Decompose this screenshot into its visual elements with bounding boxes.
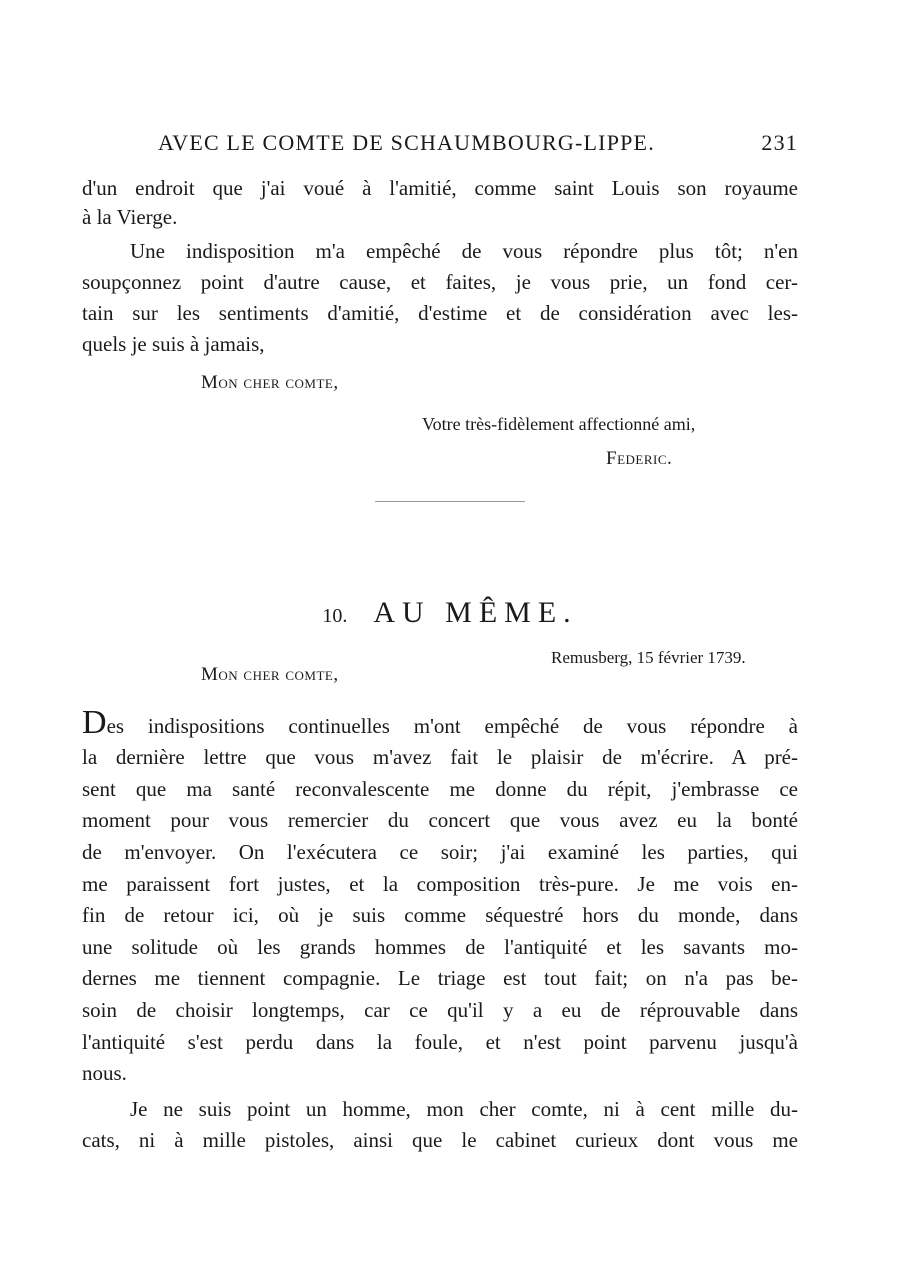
- closing: Votre très-fidèlement affectionné ami,: [422, 414, 696, 434]
- text-line: tain sur les sentiments d'amitié, d'estime et de considération avec les-: [82, 301, 798, 325]
- letter-title: AU MÊME.: [373, 596, 578, 629]
- text-line: de m'envoyer. On l'exécutera ce soir; j'ai examiné les parties, qui: [82, 840, 798, 864]
- drop-cap: D: [82, 704, 107, 741]
- text-line: moment pour vous remercier du concert que vous avez eu la bonté: [82, 808, 798, 832]
- running-title: AVEC LE COMTE DE SCHAUMBOURG-LIPPE.: [158, 130, 655, 155]
- salutation: Mon cher comte,: [201, 372, 339, 393]
- text-line: soin de choisir longtemps, car ce qu'il y a eu de réprouvable dans: [82, 998, 798, 1022]
- page-number: 231: [761, 130, 798, 155]
- text-line: D es indispositions continuelles m'ont empêché de vous répondre à: [82, 704, 798, 741]
- text-line: dernes me tiennent compagnie. Le triage est tout fait; on n'a pas be-: [82, 966, 798, 990]
- text-line: à la Vierge.: [82, 205, 178, 229]
- running-header: [158, 130, 798, 156]
- place-date: Remusberg, 15 février 1739.: [551, 648, 746, 667]
- text-line: sent que ma santé reconvalescente me donne du répit, j'embrasse ce: [82, 777, 798, 801]
- text-line: Une indisposition m'a empêché de vous répondre plus tôt; n'en: [130, 239, 798, 263]
- text-line: d'un endroit que j'ai voué à l'amitié, comme saint Louis son royaume: [82, 176, 798, 200]
- text-line: Je ne suis point un homme, mon cher comte, ni à cent mille du-: [130, 1097, 798, 1121]
- letter-heading: [0, 596, 900, 630]
- letter-number: 10.: [322, 605, 348, 627]
- text-line: l'antiquité s'est perdu dans la foule, et n'est point parvenu jusqu'à: [82, 1030, 798, 1054]
- text-line: la dernière lettre que vous m'avez fait le plaisir de m'écrire. A pré-: [82, 745, 798, 769]
- signature: Federic.: [606, 448, 673, 469]
- salutation: Mon cher comte,: [201, 664, 339, 685]
- text-line: fin de retour ici, où je suis comme séquestré hors du monde, dans: [82, 903, 798, 927]
- text-line: une solitude où les grands hommes de l'antiquité et les savants mo-: [82, 935, 798, 959]
- section-divider: [375, 501, 525, 502]
- text-line: cats, ni à mille pistoles, ainsi que le cabinet curieux dont vous me: [82, 1128, 798, 1152]
- text-line: nous.: [82, 1061, 127, 1085]
- text-line: quels je suis à jamais,: [82, 332, 265, 356]
- text-line: soupçonnez point d'autre cause, et faites, je vous prie, un fond cer-: [82, 270, 798, 294]
- text-line: me paraissent fort justes, et la composition très-pure. Je me vois en-: [82, 872, 798, 896]
